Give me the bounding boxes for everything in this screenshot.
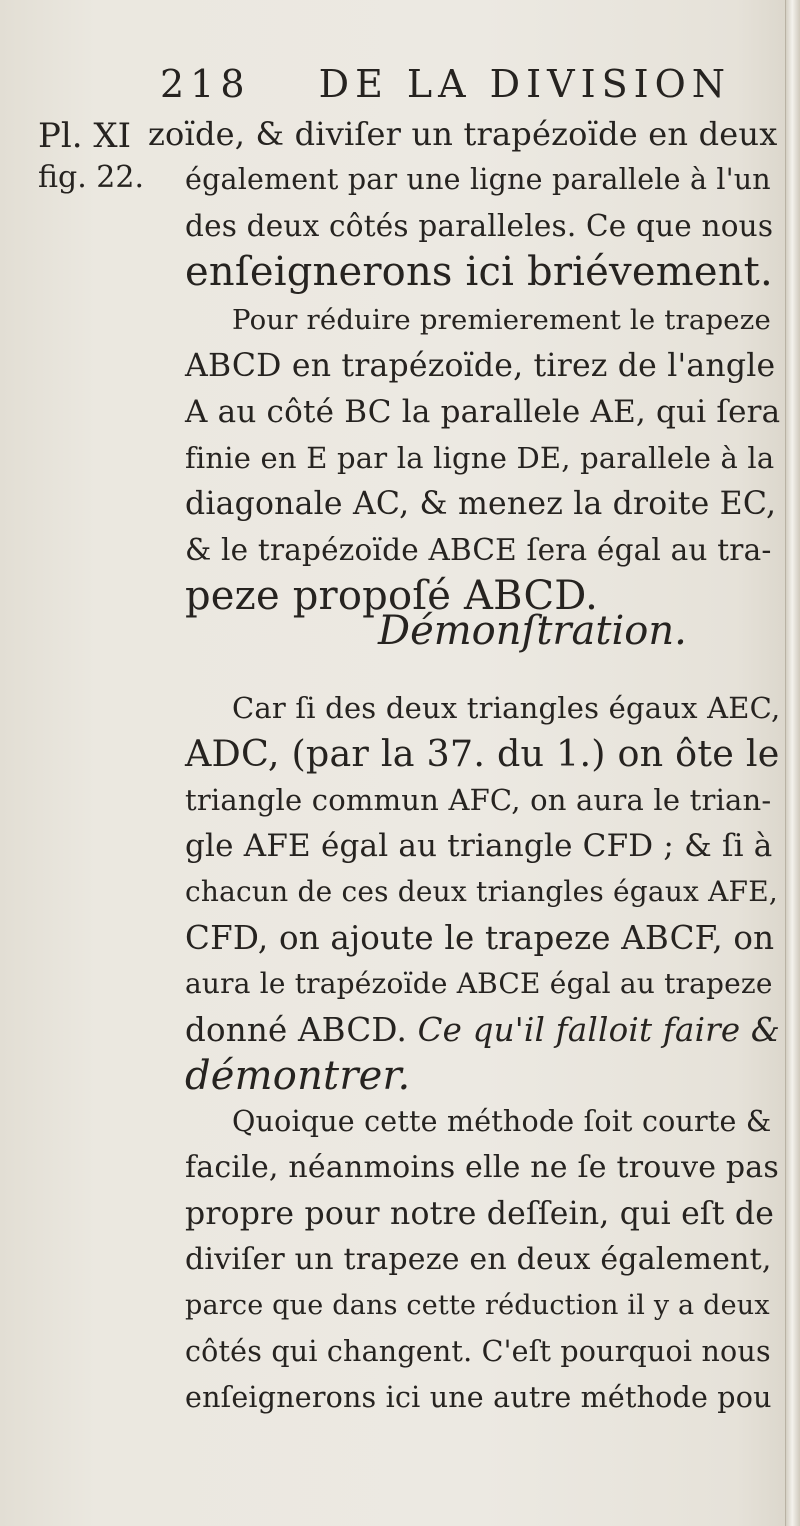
text-line: finie en E par la ligne DE, parallele à la	[185, 441, 775, 475]
section-title: Démonſtration.	[378, 608, 687, 654]
page-edge	[785, 0, 800, 1526]
text-line: démontrer.	[185, 1053, 411, 1099]
text-line: ABCD en trapézoïde, tirez de l'angle	[185, 348, 776, 384]
text-line: parce que dans cette réduction il y a deux	[185, 1290, 770, 1321]
text-line: côtés qui changent. C'eſt pourquoi nous	[185, 1335, 771, 1368]
plate-reference: Pl. XI	[38, 116, 132, 156]
text-segment: donné ABCD.	[185, 1011, 408, 1049]
text-line: également par une ligne parallele à l'un	[185, 163, 771, 196]
text-line: Pour réduire premierement le trapeze	[232, 304, 771, 336]
page-number: 218	[160, 62, 251, 106]
figure-reference: fig. 22.	[38, 160, 144, 195]
text-line: CFD, on ajoute le trapeze ABCF, on	[185, 919, 775, 957]
text-line: diviſer un trapeze en deux également,	[185, 1242, 772, 1277]
text-segment-italic: Ce qu'il falloit faire &	[417, 1011, 780, 1049]
text-line: enſeignerons ici briévement.	[185, 249, 773, 295]
text-line: ADC, (par la 37. du 1.) on ôte le	[185, 732, 780, 775]
running-header	[160, 62, 731, 106]
text-line	[185, 1006, 780, 1054]
text-line: enſeignerons ici une autre méthode pou	[185, 1381, 772, 1414]
text-line: gle AFE égal au triangle CFD ; & ſi à	[185, 828, 773, 864]
text-line: chacun de ces deux triangles égaux AFE,	[185, 875, 778, 908]
text-line: A au côté BC la parallele AE, qui ſera	[185, 394, 781, 430]
text-line: peze propoſé ABCD.	[185, 573, 599, 619]
text-line: triangle commun AFC, on aura le trian-	[185, 783, 772, 817]
text-line: facile, néanmoins elle ne ſe trouve pas	[185, 1150, 779, 1185]
text-line: propre pour notre deſſein, qui eſt de	[185, 1196, 775, 1232]
text-line: Car ſi des deux triangles égaux AEC,	[232, 691, 781, 725]
text-line: zoïde, & diviſer un trapézoïde en deux	[148, 115, 778, 153]
text-line: aura le trapézoïde ABCE égal au trapeze	[185, 967, 773, 1000]
running-title: DE LA DIVISION	[318, 62, 732, 106]
text-line: & le trapézoïde ABCE ſera égal au tra-	[185, 533, 772, 567]
text-line: Quoique cette méthode ſoit courte &	[232, 1105, 772, 1138]
text-line: des deux côtés paralleles. Ce que nous	[185, 209, 774, 243]
text-line: diagonale AC, & menez la droite EC,	[185, 486, 777, 522]
